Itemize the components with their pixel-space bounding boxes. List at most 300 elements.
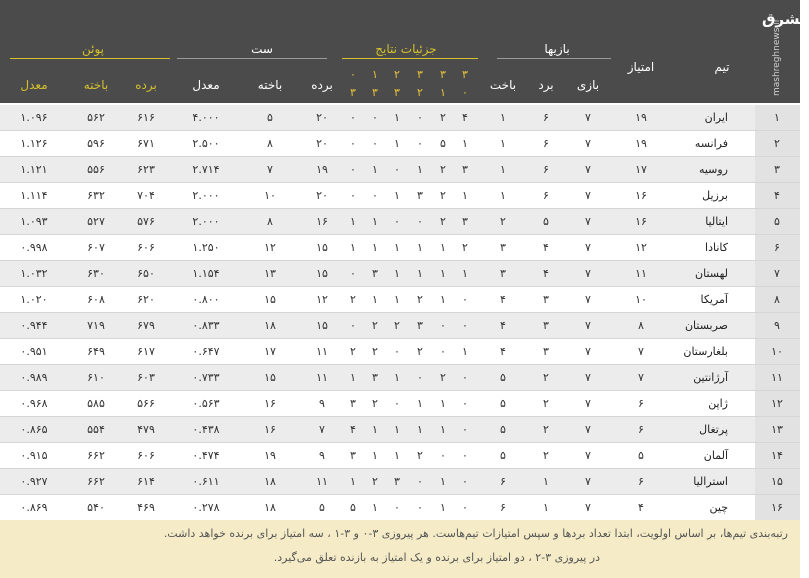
sets-avg-cell: ۰.۵۶۳ bbox=[192, 397, 220, 410]
score-6-cell: ۰ bbox=[350, 319, 356, 332]
points-cell: ۱۶ bbox=[635, 189, 647, 202]
rank-cell: ۱۶ bbox=[771, 501, 783, 514]
score-6-cell: ۳ bbox=[350, 397, 356, 410]
header-set-lost: باخته bbox=[257, 78, 283, 92]
team-cell: کانادا bbox=[705, 241, 728, 254]
points-won-cell: ۶۲۳ bbox=[137, 163, 155, 176]
rank-cell: ۶ bbox=[774, 241, 780, 254]
score-5-cell: ۱ bbox=[372, 293, 378, 306]
score-5-cell: ۲ bbox=[372, 319, 378, 332]
score-5-cell: ۳ bbox=[372, 267, 378, 280]
points-avg-cell: ۰.۹۸۹ bbox=[20, 371, 48, 384]
points-lost-cell: ۵۵۶ bbox=[87, 163, 105, 176]
points-won-cell: ۶۰۶ bbox=[137, 241, 155, 254]
score-4-cell: ۱ bbox=[394, 423, 400, 436]
header-point-avg: معدل bbox=[20, 78, 48, 92]
points-won-cell: ۶۰۶ bbox=[137, 449, 155, 462]
played-cell: ۷ bbox=[585, 449, 591, 462]
points-won-cell: ۷۰۴ bbox=[137, 189, 155, 202]
sets-lost-cell: ۵ bbox=[267, 111, 273, 124]
points-cell: ۶ bbox=[638, 475, 644, 488]
played-cell: ۷ bbox=[585, 215, 591, 228]
table-row bbox=[0, 183, 800, 209]
points-avg-cell: ۰.۹۶۸ bbox=[20, 397, 48, 410]
points-avg-cell: ۰.۹۹۸ bbox=[20, 241, 48, 254]
table-row bbox=[0, 443, 800, 469]
played-cell: ۷ bbox=[585, 241, 591, 254]
team-cell: آمریکا bbox=[700, 293, 728, 306]
footer-note bbox=[0, 520, 800, 578]
rank-cell: ۱ bbox=[774, 111, 780, 124]
score-6-cell: ۵ bbox=[350, 501, 356, 514]
sets-avg-cell: ۰.۶۱۱ bbox=[192, 475, 220, 488]
score-1-cell: ۰ bbox=[462, 371, 468, 384]
score-col-2-top: ۳ bbox=[440, 68, 446, 81]
header-details: جزئیات نتایج bbox=[375, 42, 437, 56]
sets-avg-cell: ۰.۸۳۳ bbox=[192, 319, 220, 332]
sets-won-cell: ۲۰ bbox=[316, 189, 328, 202]
sets-lost-cell: ۱۵ bbox=[264, 293, 276, 306]
score-1-cell: ۰ bbox=[462, 501, 468, 514]
rank-cell: ۱۳ bbox=[771, 423, 783, 436]
points-won-cell: ۵۷۶ bbox=[137, 215, 155, 228]
rank-cell: ۱۰ bbox=[771, 345, 783, 358]
score-1-cell: ۲ bbox=[462, 241, 468, 254]
score-4-cell: ۳ bbox=[394, 475, 400, 488]
footer-line-2: در پیروزی ۳-۲ ، دو امتیاز برای برنده و یک امتیاز به بازنده تعلق می‌گیرد. bbox=[273, 551, 600, 564]
table-row bbox=[0, 287, 800, 313]
table-row bbox=[0, 469, 800, 495]
sets-lost-cell: ۱۳ bbox=[264, 267, 276, 280]
played-cell: ۷ bbox=[585, 475, 591, 488]
won-cell: ۶ bbox=[543, 111, 549, 124]
sets-lost-cell: ۱۲ bbox=[264, 241, 276, 254]
score-2-cell: ۱ bbox=[440, 267, 446, 280]
won-cell: ۶ bbox=[543, 137, 549, 150]
team-cell: استرالیا bbox=[693, 475, 728, 488]
score-col-2-bottom: ۱ bbox=[440, 86, 446, 99]
sets-won-cell: ۱۱ bbox=[316, 371, 328, 384]
points-lost-cell: ۶۶۲ bbox=[87, 475, 105, 488]
points-avg-cell: ۰.۹۵۱ bbox=[20, 345, 48, 358]
score-5-cell: ۱ bbox=[372, 423, 378, 436]
score-4-cell: ۱ bbox=[394, 137, 400, 150]
team-cell: ایتالیا bbox=[705, 215, 728, 228]
score-1-cell: ۰ bbox=[462, 397, 468, 410]
points-lost-cell: ۵۲۷ bbox=[87, 215, 105, 228]
points-lost-cell: ۶۶۲ bbox=[87, 449, 105, 462]
table-row bbox=[0, 157, 800, 183]
score-5-cell: ۰ bbox=[372, 189, 378, 202]
score-5-cell: ۱ bbox=[372, 163, 378, 176]
lost-cell: ۶ bbox=[500, 501, 506, 514]
score-4-cell: ۲ bbox=[394, 319, 400, 332]
won-cell: ۴ bbox=[543, 241, 549, 254]
sets-avg-cell: ۰.۷۳۳ bbox=[192, 371, 220, 384]
header-details-underline bbox=[342, 58, 478, 59]
rank-cell: ۹ bbox=[774, 319, 780, 332]
score-3-cell: ۲ bbox=[417, 293, 423, 306]
score-col-6-top: ۰ bbox=[350, 68, 356, 81]
score-1-cell: ۰ bbox=[462, 293, 468, 306]
sets-won-cell: ۱۹ bbox=[316, 163, 328, 176]
points-avg-cell: ۰.۹۲۷ bbox=[20, 475, 48, 488]
score-col-5-top: ۱ bbox=[372, 68, 378, 81]
played-cell: ۷ bbox=[585, 319, 591, 332]
played-cell: ۷ bbox=[585, 137, 591, 150]
header-set: ست bbox=[251, 42, 273, 56]
points-lost-cell: ۶۴۹ bbox=[87, 345, 105, 358]
points-lost-cell: ۶۳۰ bbox=[87, 267, 105, 280]
won-cell: ۳ bbox=[543, 293, 549, 306]
score-4-cell: ۱ bbox=[394, 449, 400, 462]
points-cell: ۱۱ bbox=[635, 267, 647, 280]
score-5-cell: ۱ bbox=[372, 215, 378, 228]
sets-won-cell: ۹ bbox=[319, 397, 325, 410]
points-lost-cell: ۵۹۶ bbox=[87, 137, 105, 150]
sets-lost-cell: ۸ bbox=[267, 137, 273, 150]
points-won-cell: ۶۰۳ bbox=[137, 371, 155, 384]
won-cell: ۱ bbox=[543, 501, 549, 514]
header-played: بازی bbox=[576, 78, 600, 92]
played-cell: ۷ bbox=[585, 111, 591, 124]
header-games: بازیها bbox=[544, 42, 570, 56]
sets-won-cell: ۱۵ bbox=[316, 241, 328, 254]
sets-avg-cell: ۰.۲۷۸ bbox=[192, 501, 220, 514]
lost-cell: ۵ bbox=[500, 371, 506, 384]
score-5-cell: ۱ bbox=[372, 501, 378, 514]
points-avg-cell: ۰.۹۱۵ bbox=[20, 449, 48, 462]
score-3-cell: ۱ bbox=[417, 241, 423, 254]
points-cell: ۱۹ bbox=[635, 111, 647, 124]
points-won-cell: ۶۱۶ bbox=[137, 111, 155, 124]
score-3-cell: ۳ bbox=[417, 319, 423, 332]
lost-cell: ۱ bbox=[500, 111, 506, 124]
table-row bbox=[0, 209, 800, 235]
score-6-cell: ۰ bbox=[350, 267, 356, 280]
points-cell: ۱۹ bbox=[635, 137, 647, 150]
lost-cell: ۱ bbox=[500, 189, 506, 202]
sets-lost-cell: ۱۶ bbox=[264, 423, 276, 436]
points-cell: ۷ bbox=[638, 345, 644, 358]
score-4-cell: ۰ bbox=[394, 397, 400, 410]
score-col-3-bottom: ۲ bbox=[417, 86, 423, 99]
sets-lost-cell: ۸ bbox=[267, 215, 273, 228]
sets-lost-cell: ۱۵ bbox=[264, 371, 276, 384]
score-5-cell: ۰ bbox=[372, 137, 378, 150]
won-cell: ۶ bbox=[543, 163, 549, 176]
played-cell: ۷ bbox=[585, 163, 591, 176]
points-cell: ۱۰ bbox=[635, 293, 647, 306]
lost-cell: ۴ bbox=[500, 345, 506, 358]
sets-lost-cell: ۱۹ bbox=[264, 449, 276, 462]
team-cell: صربستان bbox=[684, 319, 728, 332]
rank-cell: ۳ bbox=[774, 163, 780, 176]
points-won-cell: ۶۵۰ bbox=[137, 267, 155, 280]
score-2-cell: ۱ bbox=[440, 475, 446, 488]
lost-cell: ۳ bbox=[500, 267, 506, 280]
score-1-cell: ۰ bbox=[462, 475, 468, 488]
points-won-cell: ۶۲۰ bbox=[137, 293, 155, 306]
score-5-cell: ۲ bbox=[372, 397, 378, 410]
rank-cell: ۱۵ bbox=[771, 475, 783, 488]
won-cell: ۴ bbox=[543, 267, 549, 280]
table-header bbox=[0, 0, 809, 103]
team-cell: بلغارستان bbox=[683, 345, 728, 358]
score-1-cell: ۴ bbox=[462, 111, 468, 124]
table-row bbox=[0, 365, 800, 391]
points-cell: ۶ bbox=[638, 423, 644, 436]
table-row bbox=[0, 261, 800, 287]
table-row bbox=[0, 235, 800, 261]
score-3-cell: ۰ bbox=[417, 475, 423, 488]
score-5-cell: ۰ bbox=[372, 111, 378, 124]
score-1-cell: ۱ bbox=[462, 345, 468, 358]
played-cell: ۷ bbox=[585, 345, 591, 358]
sets-won-cell: ۷ bbox=[319, 423, 325, 436]
points-cell: ۷ bbox=[638, 371, 644, 384]
lost-cell: ۴ bbox=[500, 293, 506, 306]
rank-cell: ۱۲ bbox=[771, 397, 783, 410]
played-cell: ۷ bbox=[585, 371, 591, 384]
points-lost-cell: ۶۱۰ bbox=[87, 371, 105, 384]
lost-cell: ۵ bbox=[500, 423, 506, 436]
sets-avg-cell: ۱.۱۵۴ bbox=[192, 267, 220, 280]
team-cell: برزیل bbox=[702, 189, 728, 202]
points-lost-cell: ۵۶۲ bbox=[87, 111, 105, 124]
won-cell: ۶ bbox=[543, 189, 549, 202]
team-cell: ژاپن bbox=[708, 397, 728, 410]
sets-won-cell: ۲۰ bbox=[316, 111, 328, 124]
score-2-cell: ۱ bbox=[440, 397, 446, 410]
score-6-cell: ۰ bbox=[350, 189, 356, 202]
sets-won-cell: ۱۵ bbox=[316, 319, 328, 332]
score-6-cell: ۰ bbox=[350, 137, 356, 150]
points-cell: ۸ bbox=[638, 319, 644, 332]
rank-cell: ۴ bbox=[774, 189, 780, 202]
points-cell: ۱۶ bbox=[635, 215, 647, 228]
points-avg-cell: ۰.۸۶۵ bbox=[20, 423, 48, 436]
rank-cell: ۵ bbox=[774, 215, 780, 228]
points-avg-cell: ۰.۹۴۴ bbox=[20, 319, 48, 332]
score-6-cell: ۱ bbox=[350, 241, 356, 254]
sets-avg-cell: ۴.۰۰۰ bbox=[192, 111, 220, 124]
points-avg-cell: ۱.۱۲۶ bbox=[20, 137, 48, 150]
rank-cell: ۷ bbox=[774, 267, 780, 280]
lost-cell: ۵ bbox=[500, 397, 506, 410]
score-2-cell: ۵ bbox=[440, 137, 446, 150]
points-avg-cell: ۱.۱۱۴ bbox=[20, 189, 48, 202]
score-col-4-top: ۲ bbox=[394, 68, 400, 81]
score-2-cell: ۲ bbox=[440, 189, 446, 202]
score-1-cell: ۰ bbox=[462, 319, 468, 332]
score-3-cell: ۲ bbox=[417, 449, 423, 462]
rank-cell: ۲ bbox=[774, 137, 780, 150]
points-lost-cell: ۶۰۸ bbox=[87, 293, 105, 306]
header-set-avg: معدل bbox=[192, 78, 220, 92]
sets-avg-cell: ۲.۷۱۴ bbox=[192, 163, 220, 176]
score-1-cell: ۰ bbox=[462, 423, 468, 436]
score-3-cell: ۲ bbox=[417, 345, 423, 358]
score-4-cell: ۱ bbox=[394, 241, 400, 254]
points-avg-cell: ۱.۰۳۲ bbox=[20, 267, 48, 280]
logo-url: mashreghnews.ir bbox=[772, 18, 782, 96]
sets-won-cell: ۱۱ bbox=[316, 475, 328, 488]
score-5-cell: ۱ bbox=[372, 449, 378, 462]
score-6-cell: ۰ bbox=[350, 111, 356, 124]
score-2-cell: ۲ bbox=[440, 215, 446, 228]
score-4-cell: ۱ bbox=[394, 293, 400, 306]
score-1-cell: ۱ bbox=[462, 189, 468, 202]
sets-avg-cell: ۲.۰۰۰ bbox=[192, 215, 220, 228]
score-2-cell: ۱ bbox=[440, 501, 446, 514]
points-cell: ۱۷ bbox=[635, 163, 647, 176]
team-cell: آرژانتین bbox=[693, 371, 728, 384]
team-cell: ایران bbox=[704, 111, 728, 124]
points-lost-cell: ۷۱۹ bbox=[87, 319, 105, 332]
sets-avg-cell: ۰.۸۰۰ bbox=[192, 293, 220, 306]
lost-cell: ۱ bbox=[500, 137, 506, 150]
rank-cell: ۸ bbox=[774, 293, 780, 306]
points-won-cell: ۶۷۱ bbox=[137, 137, 155, 150]
score-3-cell: ۱ bbox=[417, 423, 423, 436]
played-cell: ۷ bbox=[585, 189, 591, 202]
score-2-cell: ۰ bbox=[440, 345, 446, 358]
table-row bbox=[0, 495, 800, 521]
points-avg-cell: ۰.۸۶۹ bbox=[20, 501, 48, 514]
score-6-cell: ۴ bbox=[350, 423, 356, 436]
won-cell: ۵ bbox=[543, 215, 549, 228]
score-6-cell: ۱ bbox=[350, 371, 356, 384]
team-cell: فرانسه bbox=[694, 137, 728, 150]
played-cell: ۷ bbox=[585, 501, 591, 514]
team-cell: روسیه bbox=[698, 163, 728, 176]
score-4-cell: ۱ bbox=[394, 267, 400, 280]
played-cell: ۷ bbox=[585, 267, 591, 280]
lost-cell: ۲ bbox=[500, 215, 506, 228]
won-cell: ۱ bbox=[543, 475, 549, 488]
score-2-cell: ۲ bbox=[440, 163, 446, 176]
won-cell: ۳ bbox=[543, 345, 549, 358]
points-lost-cell: ۶۳۲ bbox=[87, 189, 105, 202]
header-points: امتیاز bbox=[627, 60, 655, 74]
header-won: برد bbox=[538, 78, 554, 92]
score-4-cell: ۰ bbox=[394, 215, 400, 228]
team-cell: چین bbox=[709, 501, 728, 514]
played-cell: ۷ bbox=[585, 397, 591, 410]
table-row bbox=[0, 391, 800, 417]
points-lost-cell: ۶۰۷ bbox=[87, 241, 105, 254]
lost-cell: ۱ bbox=[500, 163, 506, 176]
points-cell: ۶ bbox=[638, 397, 644, 410]
score-1-cell: ۳ bbox=[462, 215, 468, 228]
sets-won-cell: ۵ bbox=[319, 501, 325, 514]
score-4-cell: ۰ bbox=[394, 345, 400, 358]
table-row bbox=[0, 313, 800, 339]
points-avg-cell: ۱.۰۹۶ bbox=[20, 111, 48, 124]
score-2-cell: ۱ bbox=[440, 423, 446, 436]
points-avg-cell: ۱.۰۲۰ bbox=[20, 293, 48, 306]
score-5-cell: ۳ bbox=[372, 371, 378, 384]
points-lost-cell: ۵۵۴ bbox=[87, 423, 105, 436]
points-won-cell: ۶۱۴ bbox=[137, 475, 155, 488]
score-col-1-bottom: ۰ bbox=[462, 86, 468, 99]
played-cell: ۷ bbox=[585, 423, 591, 436]
points-won-cell: ۴۶۹ bbox=[137, 501, 155, 514]
score-4-cell: ۱ bbox=[394, 189, 400, 202]
header-point-won: برده bbox=[135, 78, 157, 92]
score-col-4-bottom: ۳ bbox=[394, 86, 400, 99]
score-6-cell: ۱ bbox=[350, 475, 356, 488]
played-cell: ۷ bbox=[585, 293, 591, 306]
sets-won-cell: ۱۲ bbox=[316, 293, 328, 306]
score-col-1-top: ۳ bbox=[462, 68, 468, 81]
score-3-cell: ۰ bbox=[417, 111, 423, 124]
points-won-cell: ۶۷۹ bbox=[137, 319, 155, 332]
score-2-cell: ۲ bbox=[440, 371, 446, 384]
team-cell: لهستان bbox=[695, 267, 728, 280]
score-3-cell: ۰ bbox=[417, 215, 423, 228]
header-set-underline bbox=[177, 58, 327, 59]
points-won-cell: ۴۷۹ bbox=[137, 423, 155, 436]
sets-avg-cell: ۱.۲۵۰ bbox=[192, 241, 220, 254]
won-cell: ۲ bbox=[543, 449, 549, 462]
sets-avg-cell: ۲.۵۰۰ bbox=[192, 137, 220, 150]
header-lost: باخت bbox=[489, 78, 517, 92]
team-cell: آلمان bbox=[703, 449, 728, 462]
score-4-cell: ۱ bbox=[394, 111, 400, 124]
sets-won-cell: ۱۱ bbox=[316, 345, 328, 358]
score-3-cell: ۱ bbox=[417, 397, 423, 410]
sets-won-cell: ۱۵ bbox=[316, 267, 328, 280]
won-cell: ۲ bbox=[543, 371, 549, 384]
sets-lost-cell: ۱۸ bbox=[264, 475, 276, 488]
sets-won-cell: ۹ bbox=[319, 449, 325, 462]
score-5-cell: ۲ bbox=[372, 345, 378, 358]
rank-cell: ۱۱ bbox=[771, 371, 783, 384]
sets-lost-cell: ۷ bbox=[267, 163, 273, 176]
lost-cell: ۶ bbox=[500, 475, 506, 488]
header-games-underline bbox=[497, 58, 611, 59]
table-row bbox=[0, 105, 800, 131]
sets-avg-cell: ۰.۶۴۷ bbox=[192, 345, 220, 358]
score-3-cell: ۰ bbox=[417, 501, 423, 514]
score-4-cell: ۱ bbox=[394, 371, 400, 384]
points-avg-cell: ۱.۰۹۳ bbox=[20, 215, 48, 228]
score-3-cell: ۱ bbox=[417, 267, 423, 280]
score-3-cell: ۱ bbox=[417, 163, 423, 176]
footer-line-1: رتبه‌بندی تیم‌ها، بر اساس اولویت، ابتدا تعداد بردها و سپس امتیازات تیم‌هاست. هر پیروزی ۳-۰ و ۳-۱ ، سه امتیاز برای برنده خواهد داشت. bbox=[163, 527, 788, 540]
score-2-cell: ۱ bbox=[440, 241, 446, 254]
table-row bbox=[0, 131, 800, 157]
sets-avg-cell: ۲.۰۰۰ bbox=[192, 189, 220, 202]
logo-text: مشرق bbox=[762, 10, 809, 28]
score-1-cell: ۱ bbox=[462, 137, 468, 150]
score-col-5-bottom: ۳ bbox=[372, 86, 378, 99]
score-4-cell: ۰ bbox=[394, 163, 400, 176]
score-col-6-bottom: ۳ bbox=[350, 86, 356, 99]
score-5-cell: ۲ bbox=[372, 475, 378, 488]
won-cell: ۲ bbox=[543, 423, 549, 436]
points-cell: ۱۲ bbox=[635, 241, 647, 254]
won-cell: ۲ bbox=[543, 397, 549, 410]
sets-lost-cell: ۱۸ bbox=[264, 319, 276, 332]
score-4-cell: ۰ bbox=[394, 501, 400, 514]
score-1-cell: ۱ bbox=[462, 267, 468, 280]
sets-won-cell: ۲۰ bbox=[316, 137, 328, 150]
sets-lost-cell: ۱۰ bbox=[264, 189, 276, 202]
score-6-cell: ۳ bbox=[350, 449, 356, 462]
